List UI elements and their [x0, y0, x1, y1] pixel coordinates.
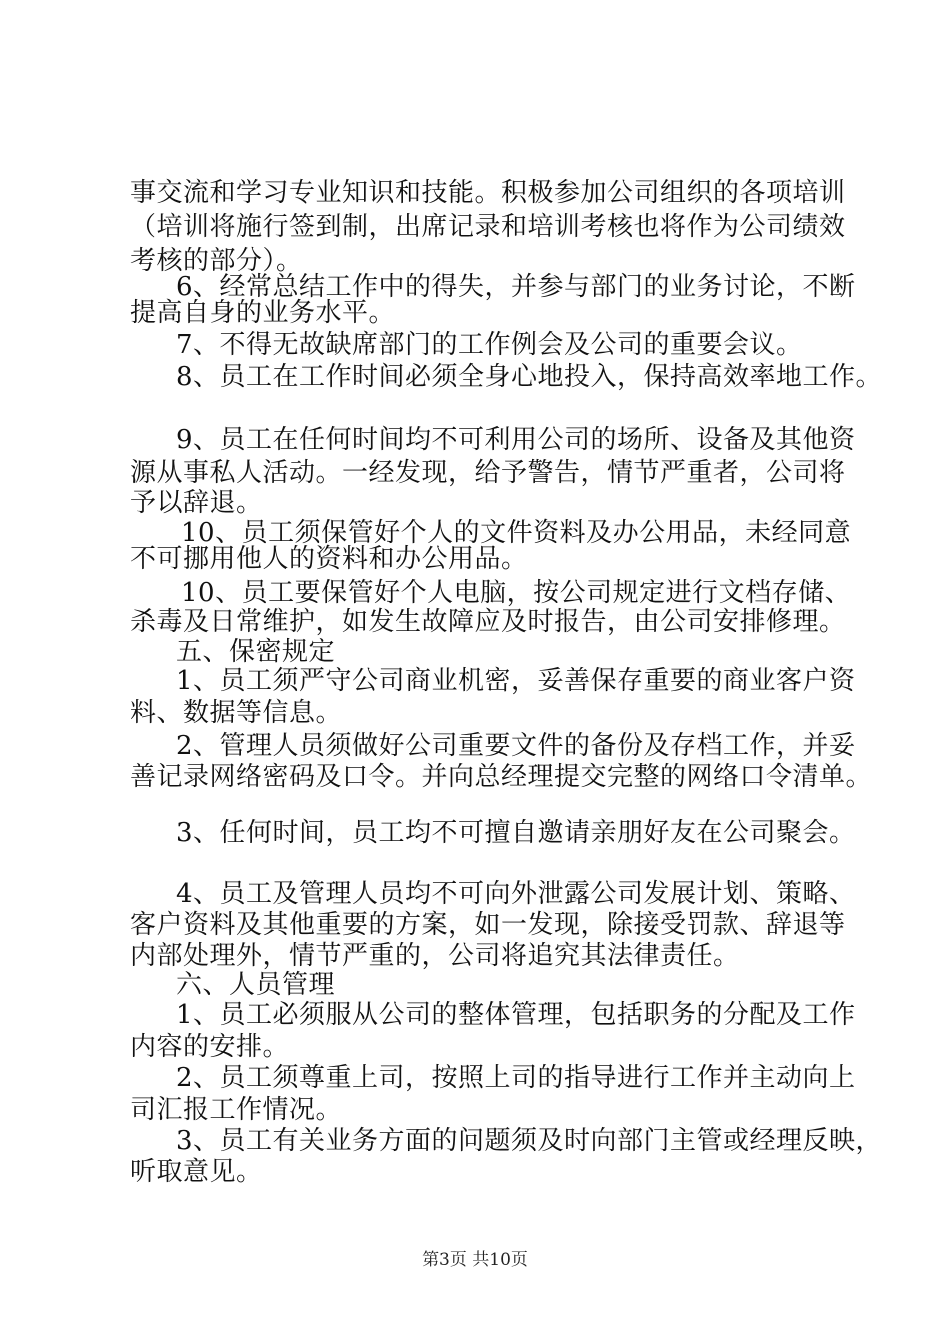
- text-line: 听取意见。: [130, 1157, 263, 1187]
- text-line: 予以辞退。: [130, 488, 263, 518]
- text-line: 料、数据等信息。: [130, 698, 343, 728]
- text-line: 7、不得无故缺席部门的工作例会及公司的重要会议。: [176, 330, 803, 360]
- text-line: 1、员工须严守公司商业机密，妥善保存重要的商业客户资: [176, 666, 856, 696]
- text-line: 4、员工及管理人员均不可向外泄露公司发展计划、策略、: [176, 879, 856, 909]
- text-line: 源从事私人活动。一经发现，给予警告，情节严重者，公司将: [130, 458, 846, 488]
- text-line: 事交流和学习专业知识和技能。积极参加公司组织的各项培训: [130, 178, 846, 208]
- section-heading: 六、人员管理: [176, 970, 336, 1000]
- text-line: 3、任何时间，员工均不可擅自邀请亲朋好友在公司聚会。: [176, 818, 856, 848]
- text-line: 不可挪用他人的资料和办公用品。: [130, 544, 528, 574]
- text-line: 考核的部分）。: [130, 246, 303, 276]
- text-line: 提高自身的业务水平。: [130, 298, 396, 328]
- text-line: （培训将施行签到制，出席记录和培训考核也将作为公司绩效: [130, 212, 846, 242]
- section-heading: 五、保密规定: [176, 637, 336, 667]
- text-line: 3、员工有关业务方面的问题须及时向部门主管或经理反映，: [176, 1126, 883, 1156]
- text-line: 内容的安排。: [130, 1032, 290, 1062]
- text-line: 善记录网络密码及口令。并向总经理提交完整的网络口令清单。: [130, 762, 873, 792]
- text-line: 内部处理外，情节严重的，公司将追究其法律责任。: [130, 941, 740, 971]
- page-number-footer: 第3页 共10页: [422, 1250, 528, 1270]
- text-line: 8、员工在工作时间必须全身心地投入，保持高效率地工作。: [176, 362, 883, 392]
- text-line: 2、管理人员须做好公司重要文件的备份及存档工作，并妥: [176, 731, 856, 761]
- text-line: 司汇报工作情况。: [130, 1095, 343, 1125]
- text-line: 10、员工须保管好个人的文件资料及办公用品，未经同意: [181, 518, 852, 548]
- text-line: 9、员工在任何时间均不可利用公司的场所、设备及其他资: [176, 425, 856, 455]
- text-line: 2、员工须尊重上司，按照上司的指导进行工作并主动向上: [176, 1063, 856, 1093]
- text-line: 6、经常总结工作中的得失，并参与部门的业务讨论，不断: [176, 272, 856, 302]
- text-line: 杀毒及日常维护，如发生故障应及时报告，由公司安排修理。: [130, 607, 846, 637]
- text-line: 客户资料及其他重要的方案，如一发现，除接受罚款、辞退等: [130, 910, 846, 940]
- text-line: 10、员工要保管好个人电脑，按公司规定进行文档存储、: [181, 578, 852, 608]
- text-line: 1、员工必须服从公司的整体管理，包括职务的分配及工作: [176, 1000, 856, 1030]
